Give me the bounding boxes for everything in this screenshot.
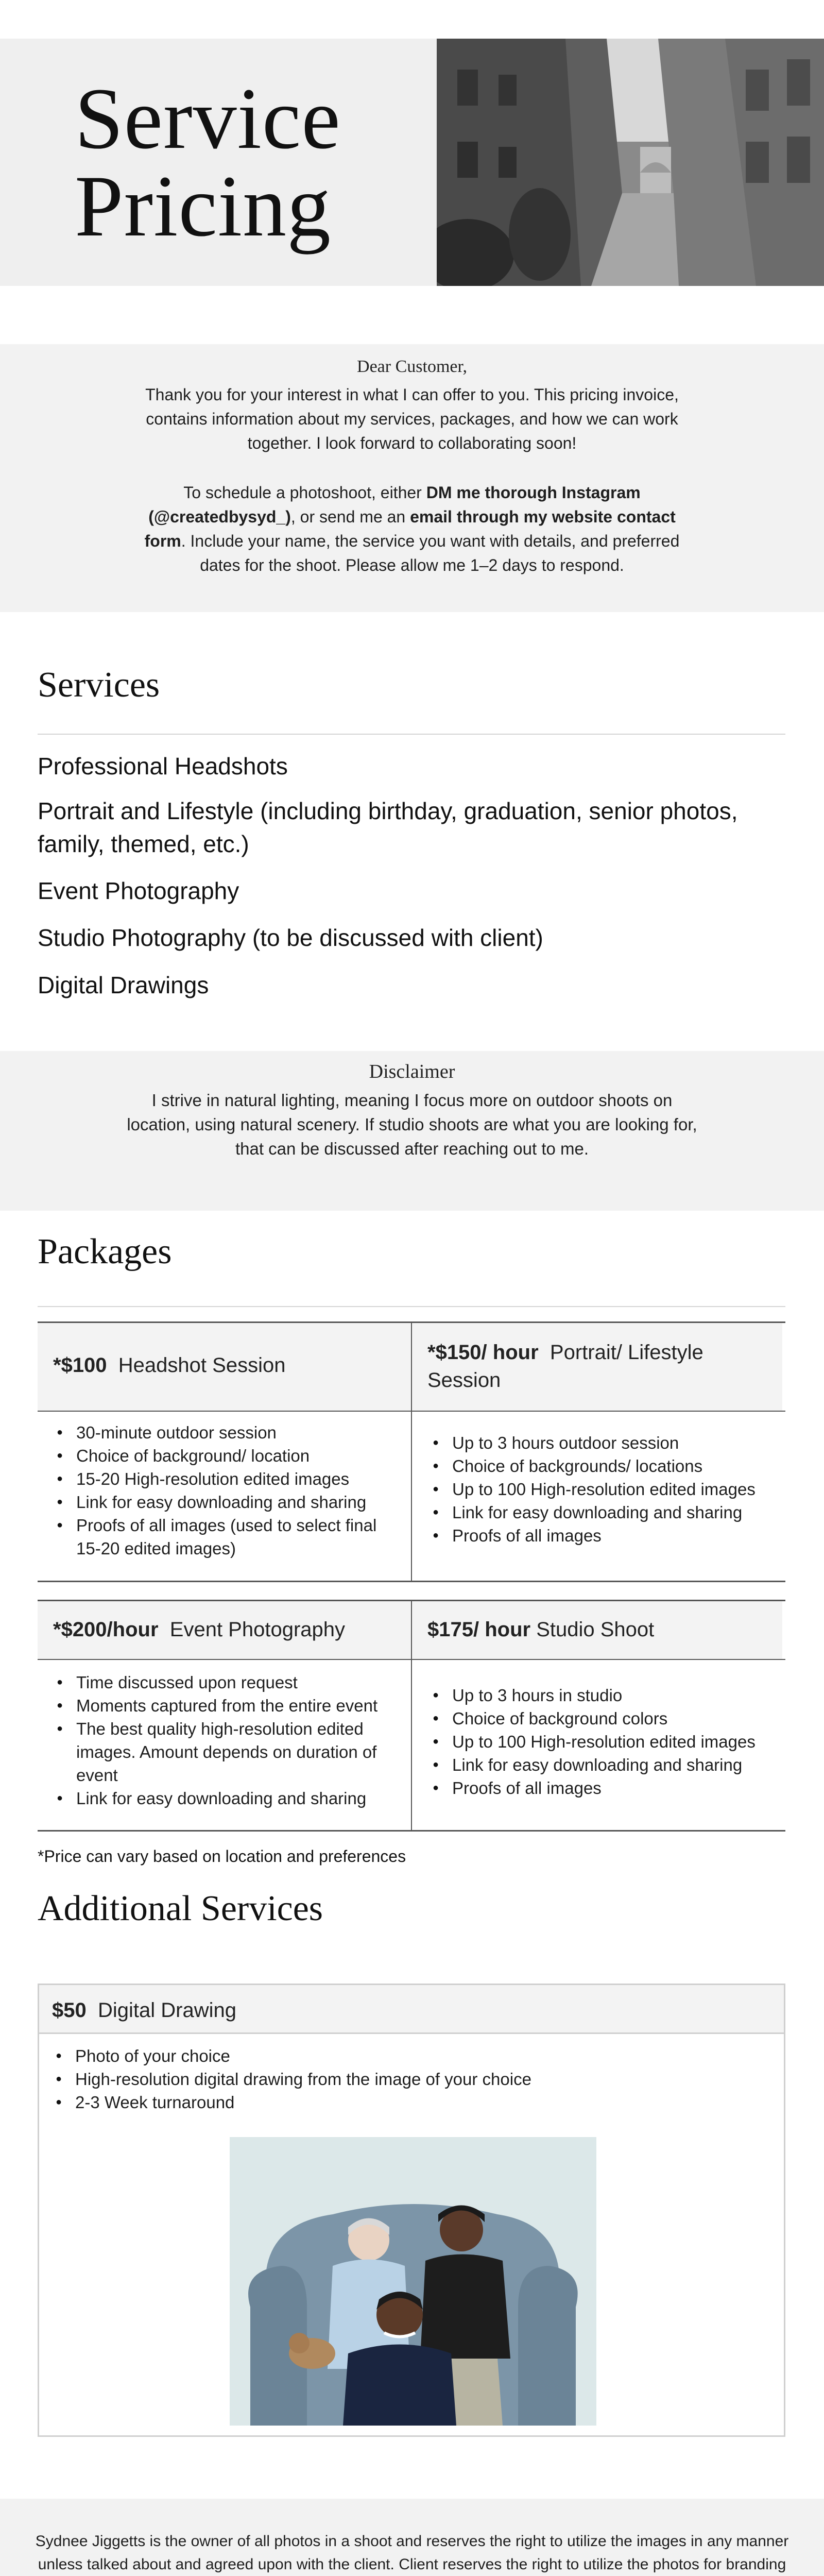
list-item: ● Up to 100 High-resolution edited images bbox=[421, 1478, 782, 1501]
digital-drawing-features bbox=[44, 2044, 765, 2114]
street-photo-illustration bbox=[437, 39, 824, 286]
digital-drawing-price: $50 bbox=[52, 1999, 87, 2022]
list-item: ● Proofs of all images bbox=[421, 1524, 782, 1547]
disclaimer-section bbox=[0, 1051, 824, 1211]
title-line-2: Pricing bbox=[75, 158, 332, 255]
list-item: ● Up to 3 hours outdoor session bbox=[421, 1431, 782, 1454]
headshot-price: *$100 bbox=[53, 1354, 107, 1377]
studio-price: $175/ hour bbox=[427, 1618, 531, 1641]
list-item: ● Link for easy downloading and sharing bbox=[421, 1501, 782, 1524]
digital-drawing-card bbox=[38, 1984, 785, 2437]
list-item: ● Link for easy downloading and sharing bbox=[45, 1787, 401, 1810]
package-table-1 bbox=[38, 1321, 785, 1582]
portrait-name: Portrait/ Lifestyle Session bbox=[427, 1341, 703, 1392]
list-item: ● 15-20 High-resolution edited images bbox=[45, 1467, 401, 1490]
greeting: Dear Customer, bbox=[357, 357, 467, 376]
disclaimer-title: Disclaimer bbox=[369, 1061, 455, 1082]
event-name: Event Photography bbox=[169, 1618, 345, 1641]
drawing-illustration bbox=[230, 2137, 596, 2426]
list-item: ● Moments captured from the entire event bbox=[45, 1694, 401, 1717]
list-item: ● 30-minute outdoor session bbox=[45, 1421, 401, 1444]
headshot-name: Headshot Session bbox=[118, 1354, 286, 1377]
photo-rights-section bbox=[0, 2499, 824, 2576]
headshot-package-title bbox=[53, 1351, 403, 1379]
list-item: ● Photo of your choice bbox=[44, 2044, 765, 2067]
service-item: Professional Headshots bbox=[38, 753, 288, 779]
service-item: Portrait and Lifestyle (including birthday, graduation, senior photos, family, themed, etc.) bbox=[38, 798, 738, 857]
schedule-paragraph bbox=[139, 481, 685, 578]
column-divider bbox=[411, 1601, 412, 1830]
services-heading: Services bbox=[38, 665, 160, 705]
list-item: ● Up to 3 hours in studio bbox=[421, 1684, 782, 1707]
digital-drawing-sample bbox=[230, 2137, 596, 2426]
service-item: Studio Photography (to be discussed with client) bbox=[38, 924, 543, 951]
intro-section bbox=[0, 344, 824, 612]
hero-banner bbox=[0, 39, 824, 286]
service-item: Event Photography bbox=[38, 877, 239, 904]
service-item: Digital Drawings bbox=[38, 972, 209, 998]
portrait-features bbox=[421, 1431, 782, 1547]
email-contact-emphasis: email through my website contact form bbox=[144, 507, 676, 550]
digital-drawing-title bbox=[52, 1996, 236, 2024]
portrait-price: *$150/ hour bbox=[427, 1341, 539, 1364]
headshot-features bbox=[45, 1421, 401, 1560]
studio-features bbox=[421, 1684, 782, 1800]
list-item: ● The best quality high-resolution edited images. Amount depends on duration of event bbox=[45, 1717, 401, 1787]
schedule-text-2: , or send me an bbox=[290, 507, 410, 526]
list-item: ● 2-3 Week turnaround bbox=[44, 2091, 765, 2114]
list-item: ● Time discussed upon request bbox=[45, 1671, 401, 1694]
intro-paragraph: Thank you for your interest in what I can offer to you. This pricing invoice, contains information about my services, packages, and how we can work together. I look forward to collaborating soon! bbox=[145, 385, 679, 452]
list-item: ● Choice of background/ location bbox=[45, 1444, 401, 1467]
page-title bbox=[75, 70, 341, 255]
list-item: ● Link for easy downloading and sharing bbox=[421, 1753, 782, 1776]
title-line-1: Service bbox=[75, 70, 341, 167]
portrait-package-title bbox=[427, 1338, 767, 1394]
studio-package-title bbox=[427, 1616, 767, 1643]
photo-rights-text: Sydnee Jiggetts is the owner of all photos in a shoot and reserves the right to utilize the images in any manner unless talked about and agreed upon with the client. Client reserves the right to utilize the photos for branding bbox=[35, 2533, 789, 2573]
list-item: ● Up to 100 High-resolution edited images bbox=[421, 1730, 782, 1753]
event-price: *$200/hour bbox=[53, 1618, 159, 1641]
package-table-2 bbox=[38, 1600, 785, 1832]
event-package-title bbox=[53, 1616, 403, 1643]
list-item: ● Proofs of all images bbox=[421, 1776, 782, 1800]
packages-divider bbox=[38, 1306, 785, 1307]
services-divider bbox=[38, 734, 785, 735]
additional-services-heading: Additional Services bbox=[38, 1889, 323, 1928]
schedule-text-3: . Include your name, the service you want with details, and preferred dates for the shoot. Please allow me 1–2 days to respond. bbox=[181, 532, 680, 574]
list-item: ● Choice of background colors bbox=[421, 1707, 782, 1730]
list-item: ● Link for easy downloading and sharing bbox=[45, 1490, 401, 1514]
list-item: ● High-resolution digital drawing from the image of your choice bbox=[44, 2067, 765, 2091]
studio-name: Studio Shoot bbox=[536, 1618, 655, 1641]
list-item: ● Choice of backgrounds/ locations bbox=[421, 1454, 782, 1478]
digital-drawing-header bbox=[39, 1985, 784, 2034]
hero-street-photo bbox=[437, 39, 824, 286]
disclaimer-text: I strive in natural lighting, meaning I focus more on outdoor shoots on location, using natural scenery. If studio shoots are what you are looking for, that can be discussed after reaching out to me. bbox=[127, 1091, 697, 1158]
list-item: ● Proofs of all images (used to select final 15-20 edited images) bbox=[45, 1514, 401, 1560]
price-note: *Price can vary based on location and preferences bbox=[38, 1847, 406, 1866]
instagram-dm-emphasis: DM me thorough Instagram (@createdbysyd_) bbox=[148, 483, 641, 526]
column-divider bbox=[411, 1323, 412, 1581]
packages-heading: Packages bbox=[38, 1232, 172, 1272]
schedule-text-1: To schedule a photoshoot, either bbox=[183, 483, 426, 502]
digital-drawing-name: Digital Drawing bbox=[97, 1999, 236, 2022]
event-features bbox=[45, 1671, 401, 1810]
